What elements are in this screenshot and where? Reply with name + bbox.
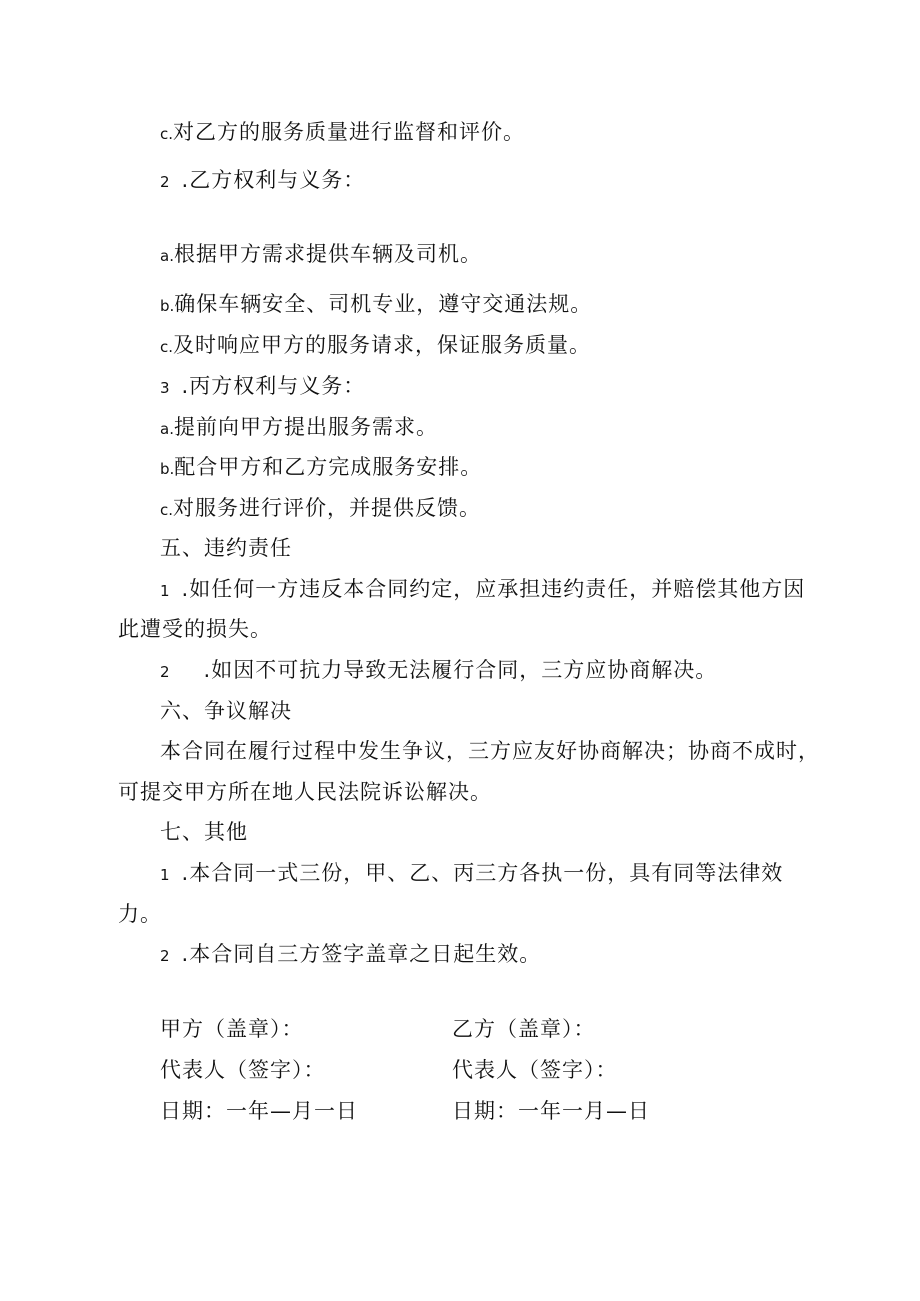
item-number: 1 bbox=[160, 866, 170, 884]
item-marker: a. bbox=[160, 420, 174, 438]
item-marker: c. bbox=[160, 338, 174, 356]
heading-number: 3 bbox=[160, 379, 170, 397]
item-number: 2 bbox=[160, 663, 170, 681]
item-text: 提前向甲方提出服务需求。 bbox=[173, 415, 438, 439]
party-c-item-a bbox=[160, 415, 438, 441]
party-b-item-b bbox=[160, 292, 592, 318]
item-text: 根据甲方需求提供车辆及司机。 bbox=[173, 242, 482, 266]
item-text: .本合同自三方签字盖章之日起生效。 bbox=[181, 942, 542, 966]
item-marker: c. bbox=[160, 125, 174, 143]
item-marker: c. bbox=[160, 501, 174, 519]
item-marker: b. bbox=[160, 297, 175, 315]
section5-title: 五、违约责任 bbox=[160, 536, 292, 560]
item-text: 确保车辆安全、司机专业，遵守交通法规。 bbox=[174, 292, 593, 316]
section7-item2 bbox=[160, 942, 541, 968]
item-text: .本合同一式三份，甲、乙、丙三方各执一份，具有同等法律效 bbox=[181, 861, 784, 885]
party-c-item-b bbox=[160, 455, 482, 481]
heading-text: .乙方权利与义务： bbox=[181, 168, 366, 192]
section6-title: 六、争议解决 bbox=[160, 699, 292, 723]
section5-item2 bbox=[160, 658, 717, 684]
party-a-item-c bbox=[160, 120, 525, 146]
heading-number: 2 bbox=[160, 173, 170, 191]
sign-left-rep: 代表人（签字）： bbox=[160, 1058, 326, 1082]
item-text: 对服务进行评价，并提供反馈。 bbox=[173, 496, 482, 520]
heading-text: .丙方权利与义务： bbox=[181, 374, 366, 398]
section5-item1 bbox=[160, 577, 805, 603]
party-b-item-a bbox=[160, 242, 482, 268]
sign-left-date: 日期：一年—月一日 bbox=[160, 1099, 358, 1123]
item-marker: b. bbox=[160, 460, 175, 478]
section6-line2: 可提交甲方所在地人民法院诉讼解决。 bbox=[118, 780, 492, 804]
item-text: 配合甲方和乙方完成服务安排。 bbox=[174, 455, 483, 479]
item-number: 2 bbox=[160, 947, 170, 965]
party-b-item-c bbox=[160, 333, 591, 359]
section7-title: 七、其他 bbox=[160, 820, 248, 844]
section7-item1-cont: 力。 bbox=[118, 902, 162, 926]
item-text: 对乙方的服务质量进行监督和评价。 bbox=[173, 120, 526, 144]
item-text: .如因不可抗力导致无法履行合同，三方应协商解决。 bbox=[203, 658, 718, 682]
sign-right-rep: 代表人（签字）： bbox=[452, 1058, 618, 1082]
item-number: 1 bbox=[160, 582, 170, 600]
party-c-item-c bbox=[160, 496, 481, 522]
section5-item1-cont: 此遭受的损失。 bbox=[118, 617, 272, 641]
party-b-heading bbox=[160, 168, 365, 194]
sign-right-date: 日期：一年一月—日 bbox=[452, 1099, 650, 1123]
section7-item1 bbox=[160, 861, 783, 887]
section6-line1: 本合同在履行过程中发生争议，三方应友好协商解决；协商不成时， bbox=[160, 739, 820, 763]
sign-right-seal: 乙方（盖章）： bbox=[452, 1017, 596, 1041]
sign-left-seal: 甲方（盖章）： bbox=[160, 1017, 304, 1041]
item-marker: a. bbox=[160, 247, 174, 265]
party-c-heading bbox=[160, 374, 365, 400]
item-text: .如任何一方违反本合同约定，应承担违约责任，并赔偿其他方因 bbox=[181, 577, 806, 601]
item-text: 及时响应甲方的服务请求，保证服务质量。 bbox=[173, 333, 592, 357]
